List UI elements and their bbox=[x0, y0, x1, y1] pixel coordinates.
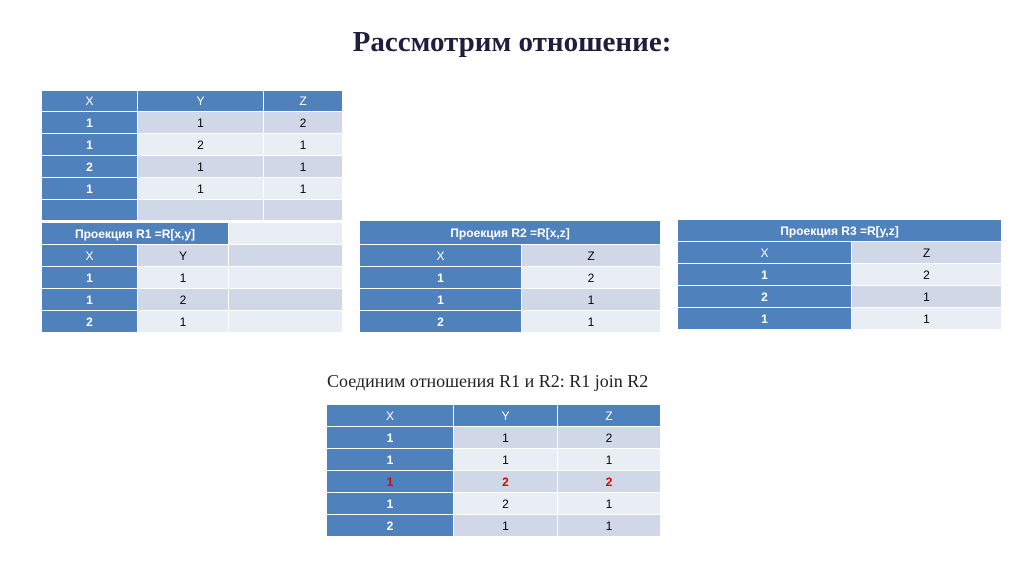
table-header-row bbox=[42, 91, 343, 112]
table-cell bbox=[229, 267, 343, 289]
table-cell: 1 bbox=[454, 427, 558, 449]
table-caption-row bbox=[678, 220, 1002, 242]
table-cell: 1 bbox=[360, 267, 522, 289]
table-cell: 1 bbox=[327, 427, 454, 449]
table-cell: 1 bbox=[558, 449, 661, 471]
table-cell: 1 bbox=[264, 156, 343, 178]
table-row bbox=[42, 178, 343, 200]
header-cell-y: Y bbox=[138, 245, 229, 267]
table-cell: 2 bbox=[327, 515, 454, 537]
table-cell: 1 bbox=[138, 112, 264, 134]
table-row bbox=[42, 112, 343, 134]
header-cell-x: X bbox=[42, 245, 138, 267]
table-cell: 1 bbox=[558, 515, 661, 537]
projection-r3-caption: Проекция R3 =R[y,z] bbox=[678, 220, 1002, 242]
table-row bbox=[678, 308, 1002, 330]
table-cell: 1 bbox=[42, 178, 138, 200]
header-cell-z: Z bbox=[852, 242, 1002, 264]
table-cell: 1 bbox=[360, 289, 522, 311]
table-row bbox=[42, 289, 343, 311]
header-cell-x: X bbox=[42, 91, 138, 112]
table-cell: 2 bbox=[138, 134, 264, 156]
table-cell-highlighted: 1 bbox=[327, 471, 454, 493]
table-row bbox=[42, 134, 343, 156]
table-header-row bbox=[678, 242, 1002, 264]
header-cell-z: Z bbox=[522, 245, 661, 267]
table-row bbox=[327, 515, 661, 537]
table-cell: 1 bbox=[264, 178, 343, 200]
table-cell bbox=[229, 223, 343, 245]
table-row-highlighted bbox=[327, 471, 661, 493]
table-cell bbox=[138, 200, 264, 221]
projection-r1-caption: Проекция R1 =R[x,y] bbox=[42, 223, 229, 245]
table-cell: 1 bbox=[42, 112, 138, 134]
table-caption-row bbox=[360, 221, 661, 245]
table-cell: 1 bbox=[138, 178, 264, 200]
header-cell-x: X bbox=[327, 405, 454, 427]
projection-r3-table bbox=[677, 219, 1002, 330]
slide-title: Рассмотрим отношение: bbox=[352, 26, 672, 58]
table-row bbox=[360, 311, 661, 333]
table-row bbox=[42, 156, 343, 178]
table-cell-highlighted: 2 bbox=[558, 471, 661, 493]
table-cell: 1 bbox=[42, 134, 138, 156]
table-row bbox=[42, 311, 343, 333]
table-cell: 1 bbox=[558, 493, 661, 515]
header-cell-z: Z bbox=[264, 91, 343, 112]
table-cell: 1 bbox=[264, 134, 343, 156]
table-row bbox=[360, 267, 661, 289]
join-result-table bbox=[326, 404, 661, 537]
table-cell: 2 bbox=[678, 286, 852, 308]
table-row bbox=[327, 493, 661, 515]
table-cell: 2 bbox=[454, 493, 558, 515]
table-cell: 1 bbox=[42, 267, 138, 289]
table-cell: 1 bbox=[327, 449, 454, 471]
projection-r1-table bbox=[41, 222, 343, 333]
table-cell: 1 bbox=[327, 493, 454, 515]
header-cell-x: X bbox=[360, 245, 522, 267]
table-cell: 1 bbox=[138, 156, 264, 178]
relation-table bbox=[41, 90, 343, 221]
table-header-row bbox=[360, 245, 661, 267]
table-header-row bbox=[327, 405, 661, 427]
table-cell: 1 bbox=[852, 286, 1002, 308]
table-cell: 1 bbox=[42, 289, 138, 311]
table-cell: 1 bbox=[678, 264, 852, 286]
table-cell: 2 bbox=[42, 156, 138, 178]
table-cell bbox=[264, 200, 343, 221]
table-cell: 1 bbox=[454, 515, 558, 537]
table-cell: 1 bbox=[678, 308, 852, 330]
table-caption-row bbox=[42, 223, 343, 245]
table-cell: 2 bbox=[42, 311, 138, 333]
header-cell-y: Y bbox=[138, 91, 264, 112]
header-cell-x: X bbox=[678, 242, 852, 264]
join-caption: Соединим отношения R1 и R2: R1 join R2 bbox=[327, 371, 649, 391]
table-cell: 2 bbox=[360, 311, 522, 333]
table-cell: 1 bbox=[522, 289, 661, 311]
table-cell bbox=[229, 245, 343, 267]
table-row bbox=[678, 264, 1002, 286]
table-cell: 1 bbox=[852, 308, 1002, 330]
table-cell: 2 bbox=[264, 112, 343, 134]
table-cell: 1 bbox=[454, 449, 558, 471]
header-cell-z: Z bbox=[558, 405, 661, 427]
table-header-row bbox=[42, 245, 343, 267]
table-row bbox=[360, 289, 661, 311]
table-cell: 2 bbox=[138, 289, 229, 311]
table-cell bbox=[42, 200, 138, 221]
projection-r2-table bbox=[359, 220, 661, 333]
table-cell: 1 bbox=[522, 311, 661, 333]
table-row bbox=[42, 267, 343, 289]
table-cell: 2 bbox=[558, 427, 661, 449]
table-row bbox=[327, 449, 661, 471]
table-cell: 2 bbox=[852, 264, 1002, 286]
table-row bbox=[327, 427, 661, 449]
table-cell bbox=[229, 289, 343, 311]
projection-r2-caption: Проекция R2 =R[x,z] bbox=[360, 221, 661, 245]
table-cell-highlighted: 2 bbox=[454, 471, 558, 493]
table-row bbox=[678, 286, 1002, 308]
table-cell: 1 bbox=[138, 267, 229, 289]
table-cell: 2 bbox=[522, 267, 661, 289]
table-cell bbox=[229, 311, 343, 333]
header-cell-y: Y bbox=[454, 405, 558, 427]
table-row-empty bbox=[42, 200, 343, 221]
table-cell: 1 bbox=[138, 311, 229, 333]
